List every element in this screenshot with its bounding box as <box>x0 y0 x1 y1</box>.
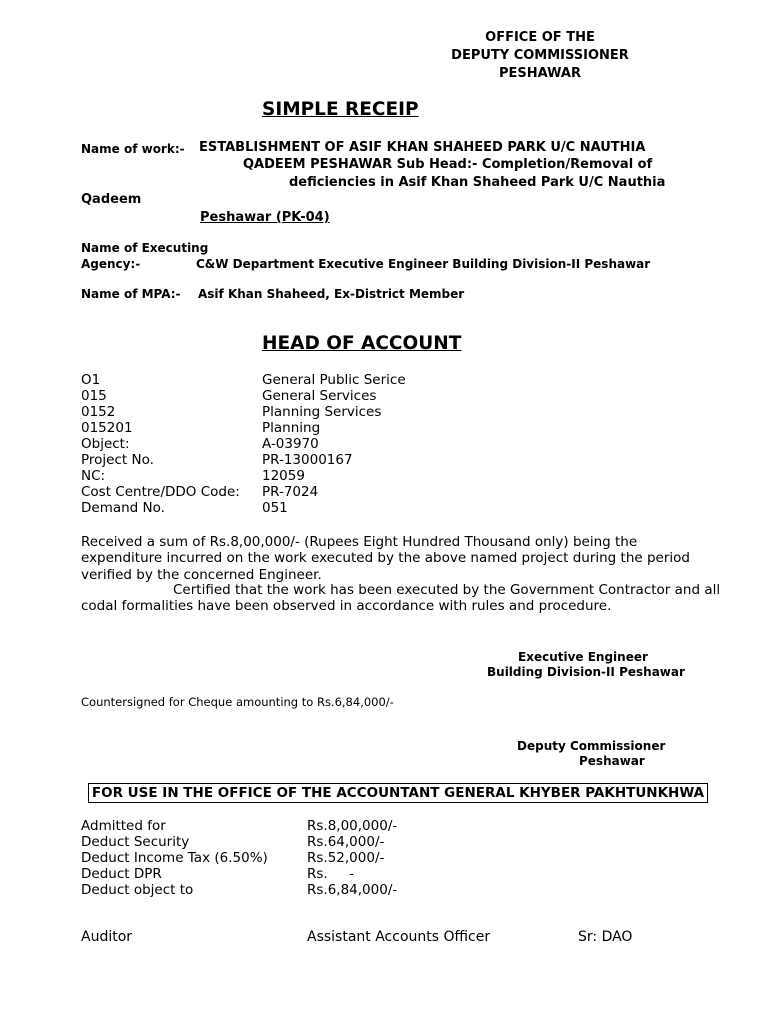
account-row <box>81 436 681 452</box>
office-header <box>440 29 640 83</box>
ag-key: Deduct object to <box>81 882 194 898</box>
account-key: 015 <box>81 388 107 404</box>
mpa-label: Name of MPA:- <box>81 287 181 301</box>
name-of-work-line-3: deficiencies in Asif Khan Shaheed Park U/C Nauthia <box>289 175 666 190</box>
account-row <box>81 404 681 420</box>
account-value: General Services <box>262 388 377 404</box>
ag-row <box>81 818 581 834</box>
aao-signatory: Assistant Accounts Officer <box>307 929 491 945</box>
ag-value: Rs.64,000/- <box>307 834 385 850</box>
ag-row <box>81 834 581 850</box>
ag-value: Rs.8,00,000/- <box>307 818 398 834</box>
ag-row <box>81 850 581 866</box>
office-line-2: DEPUTY COMMISSIONER <box>451 48 629 63</box>
account-value: 051 <box>262 500 288 516</box>
ag-key: Deduct Income Tax (6.50%) <box>81 850 268 866</box>
ag-value: Rs.52,000/- <box>307 850 385 866</box>
executive-engineer-division: Building Division-II Peshawar <box>487 665 685 679</box>
ag-key: Deduct DPR <box>81 866 162 882</box>
account-row <box>81 372 681 388</box>
ag-row <box>81 882 581 898</box>
name-of-work-line-5: Peshawar (PK-04) <box>200 210 330 225</box>
account-key: O1 <box>81 372 101 388</box>
deputy-commissioner-location: Peshawar <box>579 754 645 768</box>
head-of-account-title: HEAD OF ACCOUNT <box>262 333 462 354</box>
account-value: PR-13000167 <box>262 452 353 468</box>
account-key: Object: <box>81 436 130 452</box>
account-row <box>81 388 681 404</box>
account-key: Cost Centre/DDO Code: <box>81 484 240 500</box>
account-key: Demand No. <box>81 500 165 516</box>
ag-key: Deduct Security <box>81 834 190 850</box>
mpa-value: Asif Khan Shaheed, Ex-District Member <box>198 287 465 301</box>
account-value: A-03970 <box>262 436 319 452</box>
countersigned-note: Countersigned for Cheque amounting to Rs.6,84,000/- <box>81 695 394 709</box>
office-line-3: PESHAWAR <box>499 66 581 81</box>
ag-key: Admitted for <box>81 818 166 834</box>
account-row <box>81 484 681 500</box>
name-of-work-line-1: ESTABLISHMENT OF ASIF KHAN SHAHEED PARK U/C NAUTHIA <box>199 140 646 155</box>
dao-signatory: Sr: DAO <box>578 929 633 945</box>
auditor-signatory: Auditor <box>81 929 133 945</box>
account-row <box>81 468 681 484</box>
account-value: 12059 <box>262 468 305 484</box>
ag-value: Rs. - <box>307 866 355 882</box>
ag-value: Rs.6,84,000/- <box>307 882 398 898</box>
account-value: Planning <box>262 420 321 436</box>
account-key: NC: <box>81 468 106 484</box>
executing-agency-value: C&W Department Executive Engineer Building Division-II Peshawar <box>196 257 651 271</box>
account-key: 0152 <box>81 404 116 420</box>
deputy-commissioner-title: Deputy Commissioner <box>517 739 666 753</box>
executing-agency-label-2: Agency:- <box>81 257 141 271</box>
ag-row <box>81 866 581 882</box>
account-value: General Public Serice <box>262 372 406 388</box>
account-key: Project No. <box>81 452 154 468</box>
account-value: Planning Services <box>262 404 382 420</box>
account-row <box>81 452 681 468</box>
account-key: 015201 <box>81 420 133 436</box>
account-row <box>81 420 681 436</box>
account-value: PR-7024 <box>262 484 319 500</box>
executing-agency-label-1: Name of Executing <box>81 241 209 255</box>
received-paragraph: Received a sum of Rs.8,00,000/- (Rupees Eight Hundred Thousand only) being the expenditure incurred on the work executed by the above named project during the period verified by the concerned Engineer. <box>81 534 690 583</box>
page-title: SIMPLE RECEIP <box>262 99 419 120</box>
name-of-work-label: Name of work:- <box>81 142 185 156</box>
account-row <box>81 500 681 516</box>
office-line-1: OFFICE OF THE <box>485 30 595 45</box>
name-of-work-line-4: Qadeem <box>81 192 142 207</box>
certified-paragraph: Certified that the work has been executed by the Government Contractor and all codal formalities have been observed in accordance with rules and procedure. <box>81 582 721 615</box>
ag-office-box: FOR USE IN THE OFFICE OF THE ACCOUNTANT GENERAL KHYBER PAKHTUNKHWA <box>88 783 708 803</box>
executive-engineer-title: Executive Engineer <box>518 650 648 664</box>
name-of-work-line-2: QADEEM PESHAWAR Sub Head:- Completion/Removal of <box>243 157 653 172</box>
